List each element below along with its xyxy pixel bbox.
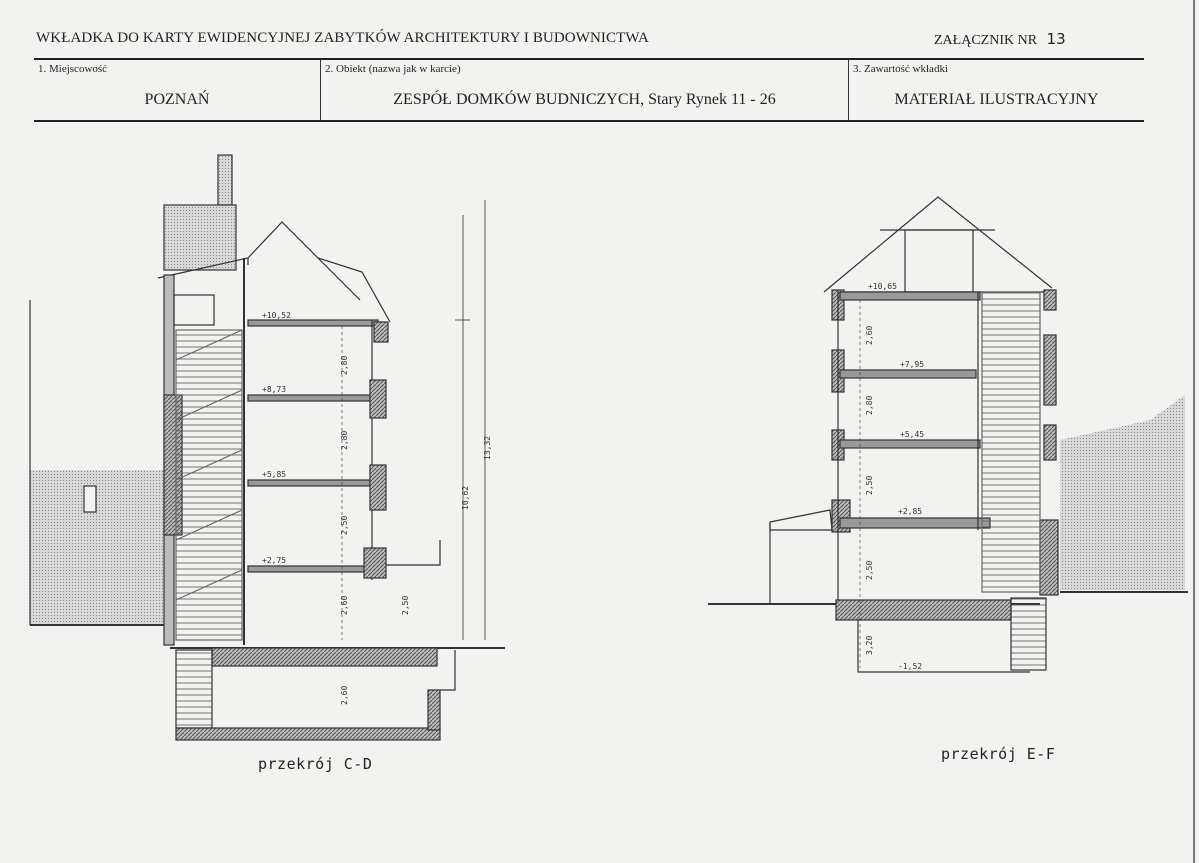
document-title: WKŁADKA DO KARTY EWIDENCYJNEJ ZABYTKÓW ARCHITEKTURY I BUDOWNICTWA <box>36 30 649 46</box>
ef-level-1: +10,65 <box>868 282 897 291</box>
cd-dim-floor-1: 2,80 <box>340 355 349 375</box>
scan-edge <box>1193 0 1195 863</box>
cd-dim-basement: 2,60 <box>340 685 349 705</box>
cd-level-2: +8,73 <box>262 385 287 394</box>
ef-dim-floor-3: 2,50 <box>865 475 874 495</box>
annex-heading <box>934 30 1066 49</box>
annex-label: ZAŁĄCZNIK NR <box>934 33 1038 48</box>
section-ef-drawing <box>708 197 1188 672</box>
cd-level-3: +5,85 <box>262 470 287 479</box>
field-content-label: 3. Zawartość wkładki <box>853 63 948 75</box>
field-object-value: ZESPÓŁ DOMKÓW BUDNICZYCH, Stary Rynek 11 - 26 <box>393 91 776 108</box>
annex-number: 13 <box>1046 30 1066 48</box>
ef-level-2: +7,95 <box>900 360 925 369</box>
ef-dim-floor-4: 2,50 <box>865 560 874 580</box>
cd-level-4: +2,75 <box>262 556 287 565</box>
ef-dim-floor-2: 2,80 <box>865 395 874 415</box>
cd-dim-floor-4: 2,60 <box>340 595 349 615</box>
cd-dim-building: 10,62 <box>461 485 470 510</box>
cd-level-1: +10,52 <box>262 311 291 320</box>
cd-dim-floor-2: 2,80 <box>340 430 349 450</box>
section-cd-drawing <box>30 155 505 740</box>
field-locality-label: 1. Miejscowość <box>38 63 108 75</box>
caption-section-cd: przekrój C-D <box>258 755 373 773</box>
ef-level-4: +2,85 <box>898 507 923 516</box>
field-object <box>321 60 849 120</box>
cd-dim-total: 13,32 <box>483 435 492 460</box>
cd-dim-floor-3: 2,50 <box>340 515 349 535</box>
ef-level-3: +5,45 <box>900 430 925 439</box>
field-content <box>849 60 1144 120</box>
ef-dim-floor-1: 2,60 <box>865 325 874 345</box>
field-content-value: MATERIAŁ ILUSTRACYJNY <box>894 91 1099 108</box>
caption-section-ef: przekrój E-F <box>941 745 1056 763</box>
ef-dim-basement: 3,20 <box>865 635 874 655</box>
ef-level-5: -1,52 <box>898 662 923 671</box>
field-locality <box>34 60 321 120</box>
cd-dim-porch: 2,50 <box>401 595 410 615</box>
field-object-label: 2. Obiekt (nazwa jak w karcie) <box>325 63 461 75</box>
field-locality-value: POZNAŃ <box>144 91 210 108</box>
form-table <box>34 58 1144 122</box>
